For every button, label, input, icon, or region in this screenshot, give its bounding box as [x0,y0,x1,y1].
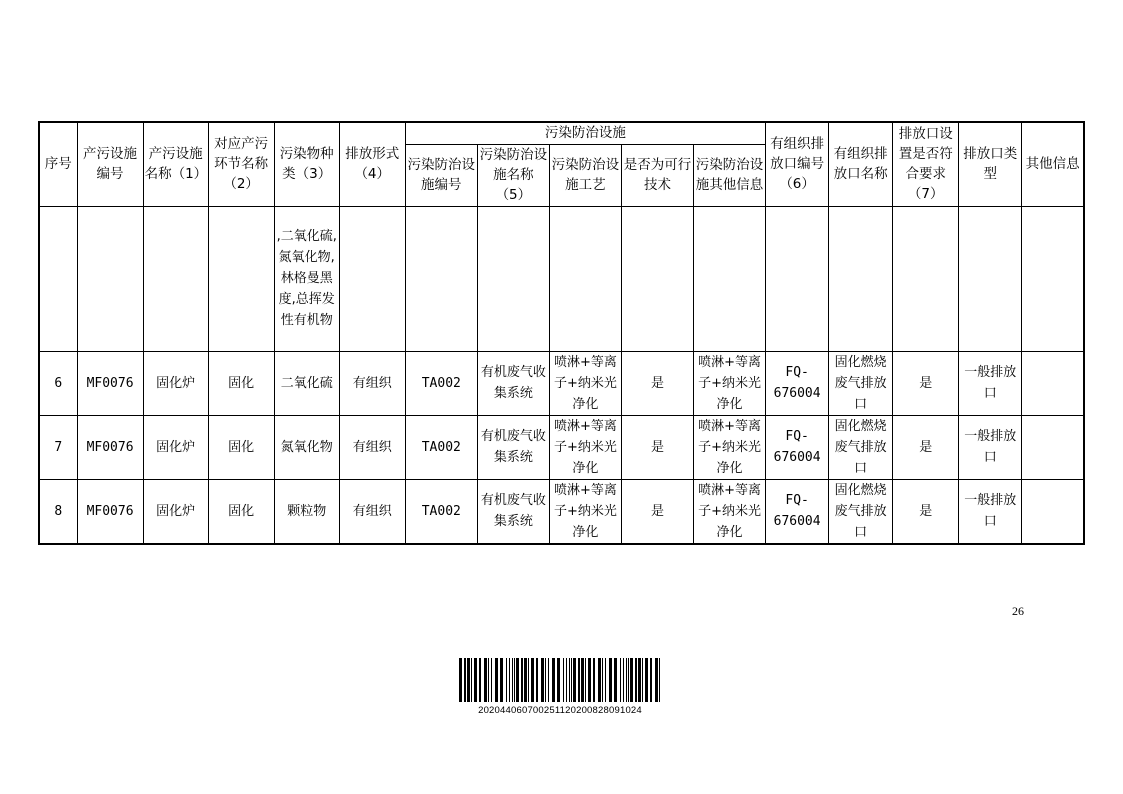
header-process: 对应产污环节名称（2） [208,122,274,206]
cell-form: 有组织 [339,351,405,415]
cell-outlet-type: 一般排放口 [959,351,1022,415]
barcode-bar [630,658,633,702]
barcode-bar [588,658,591,702]
barcode-bar [614,658,617,702]
cell-facility-id: MF0076 [77,351,143,415]
cell-other [1022,479,1084,544]
barcode-bar [635,658,637,702]
barcode-bar [467,658,470,702]
barcode-bar [628,658,629,702]
barcode-bar [650,658,652,702]
cell-prev-name: 有机废气收集系统 [477,415,549,479]
cell-pollutant: 氮氧化物 [274,415,339,479]
cell-seq: 6 [39,351,77,415]
barcode-bar [509,658,510,702]
barcode-bar [581,658,584,702]
header-other: 其他信息 [1022,122,1084,206]
cell-seq: 7 [39,415,77,479]
cell-outlet-name: 固化燃烧废气排放口 [829,415,893,479]
barcode-bar [571,658,572,702]
barcode-bar [609,658,612,702]
header-prevention-group: 污染防治设施 [405,122,765,144]
cell-process: 固化 [208,415,274,479]
barcode-bar [531,658,534,702]
header-facility-id: 产污设施编号 [77,122,143,206]
barcode-bar [548,658,549,702]
cell-other [1022,351,1084,415]
header-facility-name: 产污设施名称（1） [143,122,208,206]
header-prev-other: 污染防治设施其他信息 [694,144,766,206]
barcode-bar [459,658,462,702]
barcode-bar [524,658,527,702]
header-outlet-id: 有组织排放口编号（6） [766,122,829,206]
header-outlet-type: 排放口类型 [959,122,1022,206]
barcode-bar [516,658,519,702]
header-outlet-name: 有组织排放口名称 [829,122,893,206]
barcode-bar [491,658,492,702]
cell-prev-other: 喷淋+等离子+纳米光净化 [694,415,766,479]
pollution-facility-table [38,121,1085,545]
barcode-bar [536,658,538,702]
cell-feasible: 是 [621,351,693,415]
cell-prev-id: TA002 [405,415,477,479]
page-number: 26 [1012,604,1024,618]
barcode-bar [593,658,595,702]
cell-pollutant: 颗粒物 [274,479,339,544]
cell-outlet-id: FQ-676004 [766,415,829,479]
header-compliance: 排放口设置是否符合要求（7） [893,122,959,206]
barcode-bar [541,658,544,702]
cell-compliance: 是 [893,351,959,415]
cell-form: 有组织 [339,479,405,544]
cell-outlet-type: 一般排放口 [959,479,1022,544]
barcode-bar [488,658,489,702]
cell-process: 固化 [208,479,274,544]
barcode-bar [626,658,627,702]
cell-prev-name: 有机废气收集系统 [477,351,549,415]
barcode-bar [563,658,564,702]
barcode-bar [602,658,603,702]
cell-facility-name: 固化炉 [143,415,208,479]
barcode-number: 202044060700251120200828091024 [478,705,642,716]
cell-process: 固化 [208,351,274,415]
barcode-bar [655,658,658,702]
barcode-bar [545,658,546,702]
cell-prev-tech: 喷淋+等离子+纳米光净化 [549,351,621,415]
header-prev-name: 污染防治设施名称（5） [477,144,549,206]
barcode-bar [495,658,498,702]
cell-facility-id: MF0076 [77,415,143,479]
barcode-bar [566,658,567,702]
cell-outlet-id: FQ-676004 [766,351,829,415]
barcode-bar [471,658,472,702]
header-prev-tech: 污染防治设施工艺 [549,144,621,206]
header-seq: 序号 [39,122,77,206]
barcode-bar [528,658,529,702]
cell-feasible: 是 [621,415,693,479]
barcode-bar [569,658,570,702]
barcode-bar [521,658,523,702]
barcode-bar [479,658,481,702]
barcode-bar [638,658,641,702]
barcode-bar [645,658,648,702]
cell-other [1022,415,1084,479]
cell-prev-other: 喷淋+等离子+纳米光净化 [694,479,766,544]
cell-facility-id: MF0076 [77,479,143,544]
barcode-bar [464,658,466,702]
barcode-bar [598,658,601,702]
cell-prev-id: TA002 [405,479,477,544]
cell-pollutant-continuation: ,二氧化硫,氮氧化物,林格曼黑度,总挥发性有机物 [274,206,339,351]
table-row [39,415,1084,479]
barcode-bar [512,658,513,702]
barcode-bar [484,658,487,702]
cell-pollutant: 二氧化硫 [274,351,339,415]
cell-form: 有组织 [339,415,405,479]
barcode-bar [605,658,606,702]
table-row-continuation [39,206,1084,351]
cell-outlet-type: 一般排放口 [959,415,1022,479]
cell-prev-id: TA002 [405,351,477,415]
cell-facility-name: 固化炉 [143,351,208,415]
barcode-bar [659,658,660,702]
barcode-bar [642,658,643,702]
cell-prev-other: 喷淋+等离子+纳米光净化 [694,351,766,415]
barcode-bar [578,658,580,702]
barcode-bar [506,658,507,702]
cell-seq: 8 [39,479,77,544]
cell-compliance: 是 [893,415,959,479]
barcode-bar [620,658,621,702]
cell-facility-name: 固化炉 [143,479,208,544]
barcode-bar [552,658,555,702]
cell-feasible: 是 [621,479,693,544]
header-feasible: 是否为可行技术 [621,144,693,206]
barcode-bar [474,658,477,702]
barcode-bar [557,658,560,702]
cell-outlet-name: 固化燃烧废气排放口 [829,479,893,544]
barcode-bar [585,658,586,702]
cell-prev-name: 有机废气收集系统 [477,479,549,544]
cell-outlet-name: 固化燃烧废气排放口 [829,351,893,415]
barcode [459,658,661,702]
cell-prev-tech: 喷淋+等离子+纳米光净化 [549,479,621,544]
barcode-bar [573,658,576,702]
barcode-bar [500,658,503,702]
cell-prev-tech: 喷淋+等离子+纳米光净化 [549,415,621,479]
header-pollutant: 污染物种类（3） [274,122,339,206]
table-row [39,479,1084,544]
cell-outlet-id: FQ-676004 [766,479,829,544]
barcode-bar [514,658,515,702]
header-prev-id: 污染防治设施编号 [405,144,477,206]
barcode-bar [623,658,624,702]
table-row [39,351,1084,415]
header-form: 排放形式（4） [339,122,405,206]
cell-compliance: 是 [893,479,959,544]
